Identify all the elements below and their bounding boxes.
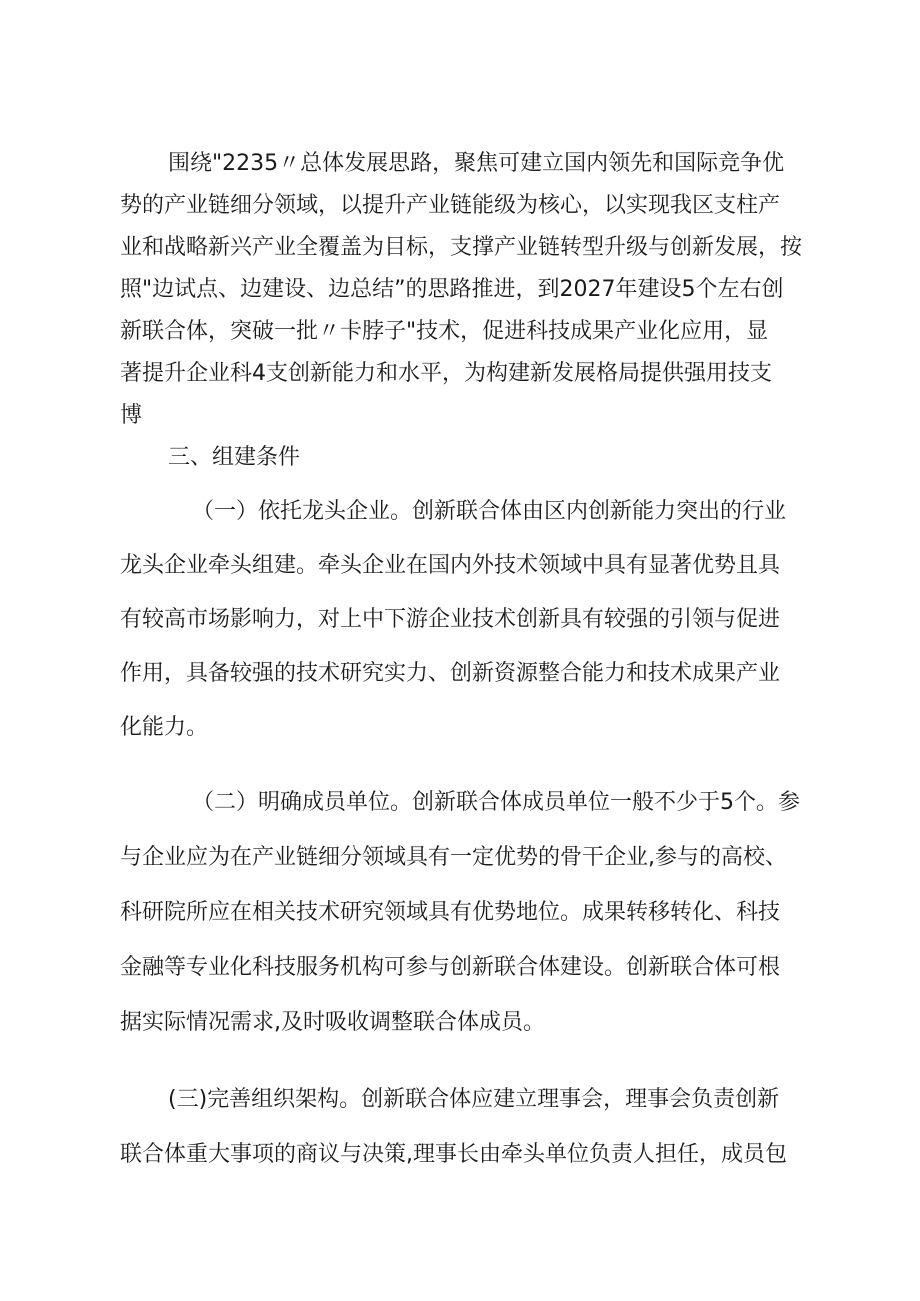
para1-line-1: （一）依托龙头企业。创新联合体由区内创新能力突出的行业 — [192, 499, 787, 524]
intro-line-6: 著提升企业科4支创新能力和水平，为构建新发展格局提供强用技支 — [120, 361, 772, 386]
intro-line-2: 势的产业链细分领域，以提升产业链能级为核心，以实现我区支柱产 — [120, 193, 781, 218]
para2-line-4: 金融等专业化科技服务机构可参与创新联合体建设。创新联合体可根 — [120, 955, 781, 980]
para1-line-3: 有较高市场影响力，对上中下游企业技术创新具有较强的引领与促进 — [120, 607, 781, 632]
para3-line-1: (三)完善组织架构。创新联合体应建立理事会，理事会负责创新 — [168, 1087, 780, 1112]
intro-line-3: 业和战略新兴产业全覆盖为目标，支撑产业链转型升级与创新发展，按 — [120, 235, 803, 260]
para1-line-5: 化能力。 — [120, 715, 209, 740]
para1-line-2: 龙头企业牵头组建。牵头企业在国内外技术领域中具有显著优势且具 — [120, 553, 781, 578]
intro-line-1: 围绕"2235〃总体发展思路，聚焦可建立国内领先和国际竞争优 — [168, 151, 785, 176]
intro-line-7: 博 — [120, 403, 143, 428]
section-heading: 三、组建条件 — [168, 445, 301, 470]
para2-line-5: 据实际情况需求,及时吸收调整联合体成员。 — [120, 1010, 545, 1035]
para1-line-4: 作用，具备较强的技术研究实力、创新资源整合能力和技术成果产业 — [120, 661, 781, 686]
para2-line-3: 科研院所应在相关技术研究领域具有优势地位。成果转移转化、科技 — [120, 900, 781, 925]
para2-line-1: （二）明确成员单位。创新联合体成员单位一般不少于5个。参 — [192, 790, 800, 815]
para3-line-2: 联合体重大事项的商议与决策,理事长由牵头单位负责人担任，成员包 — [120, 1142, 787, 1167]
intro-line-4: 照"边试点、边建设、边总结”的思路推进，到2027年建设5个左右创 — [120, 277, 784, 302]
intro-line-5: 新联合体，突破一批〃卡脖子"技术，促进科技成果产业化应用，显 — [120, 319, 769, 344]
para2-line-2: 与企业应为在产业链细分领域具有一定优势的骨干企业,参与的高校、 — [120, 845, 787, 870]
